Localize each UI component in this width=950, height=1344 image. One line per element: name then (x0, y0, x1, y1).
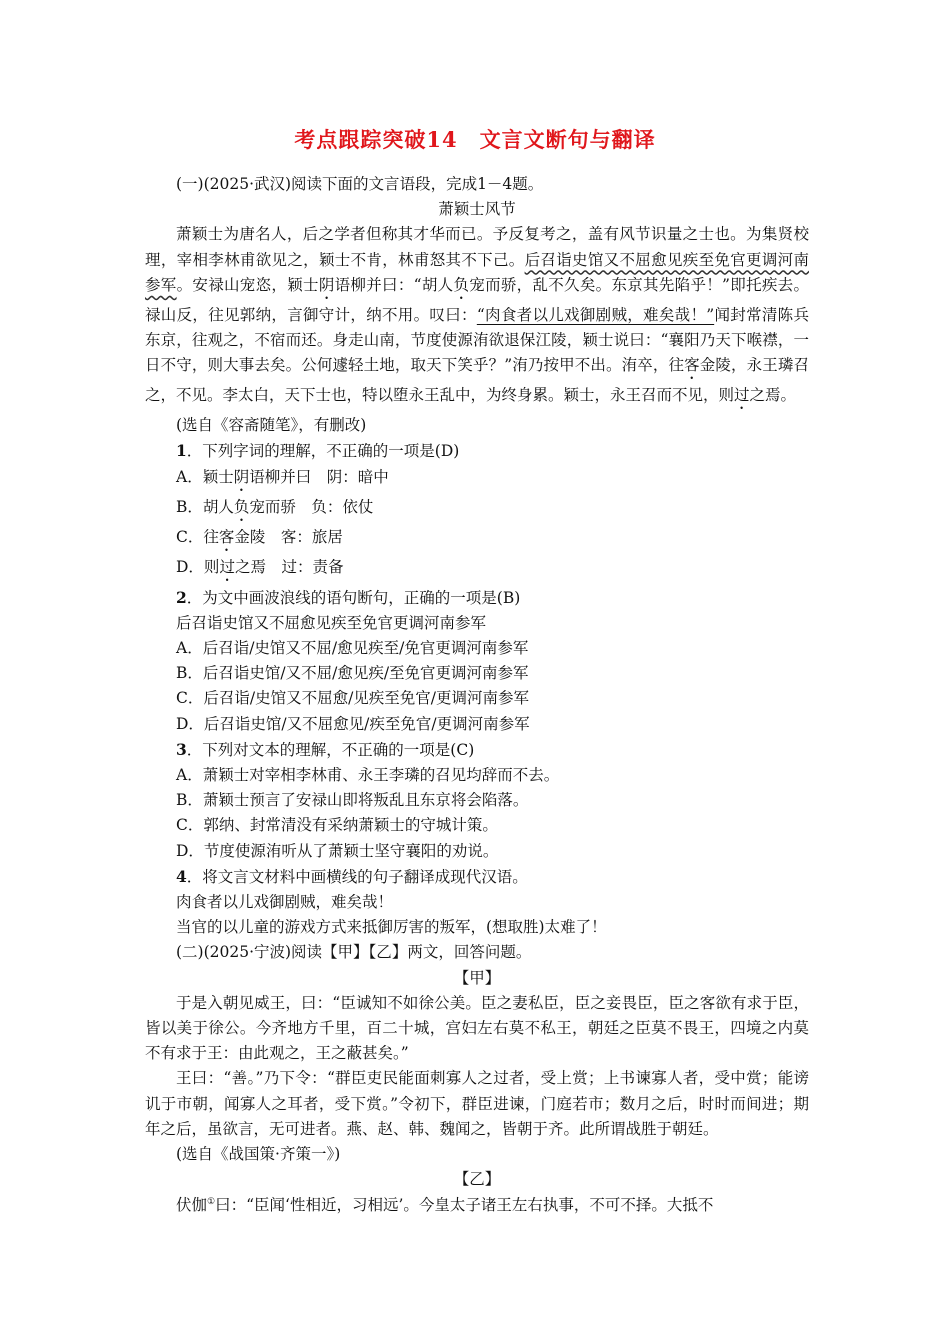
question-1 (145, 438, 809, 464)
dotted-word: 过 (219, 557, 235, 576)
document-body (145, 172, 809, 1218)
passage-text: 宠而骄，乱不久矣。东京其先陷乎！”即托疾去。禄山反，往见郭纳，言御守计，纳不用。叹曰： (145, 275, 809, 324)
option-text: 金陵 客：旅居 (234, 527, 343, 546)
jia-heading: 【甲】 (453, 968, 501, 987)
dotted-word: 阴 (233, 467, 250, 486)
passage-text: 。安禄山宠恣，颖士 (176, 275, 319, 294)
wavy-underlined-sentence: 后召诣史馆又不屈愈见疾至免官更调河南参军 (145, 250, 809, 294)
option-text: A．颖士 (176, 467, 234, 486)
yi-paragraph-1 (145, 1193, 809, 1218)
option-a (145, 465, 809, 495)
passage-text: 之焉。 (749, 386, 797, 405)
question-number: 4 (176, 866, 187, 886)
dotted-word-ke: 客 (684, 356, 700, 375)
question-text: ．将文言文材料中画横线的句子翻译成现代汉语。 (186, 867, 528, 886)
yi-text: 曰：“臣闻‘性相近，习相远’。今皇太子诸王左右执事，不可不择。大抵不 (215, 1195, 714, 1214)
question-sentence: 肉食者以儿戏御剧贼，难矣哉！ (176, 893, 394, 912)
option-b (145, 495, 809, 525)
option-d: D．节度使源洧听从了萧颖士坚守襄阳的劝说。 (176, 841, 499, 860)
dotted-word: 客 (218, 527, 235, 546)
section-1-intro: (一)(2025·武汉)阅读下面的文言语段，完成1－4题。 (176, 175, 544, 193)
passage-paragraph (145, 222, 809, 413)
option-d: D．后召诣史馆/又不屈愈见/疾至免官/更调河南参军 (176, 714, 530, 733)
option-text: 语柳并曰 阴：暗中 (249, 467, 389, 486)
passage-title: 萧颖士风节 (438, 200, 516, 219)
passage-text: 语柳并曰：“胡人 (334, 275, 454, 294)
dotted-word-yin: 阴 (318, 275, 335, 294)
question-4 (145, 864, 809, 890)
question-text: ．为文中画波浪线的语句断句，正确的一项是(B) (186, 588, 521, 607)
question-3 (145, 737, 809, 763)
dotted-word: 负 (233, 497, 250, 516)
question-2 (145, 585, 809, 611)
passage-text: 萧颖士为唐名人，后之学者但称其才华而已。予反复考之，盖有风节识量之士也。为集贤校理，宰相李林甫欲见之，颖士不肯，林甫怒其不下己。 (145, 225, 809, 269)
option-text: C．往 (176, 527, 219, 546)
answer-text: 当官的以儿童的游戏方式来抵御厉害的叛军，(想取胜)太难了！ (176, 918, 607, 937)
question-sentence: 后召诣史馆又不屈愈见疾至免官更调河南参军 (176, 613, 487, 632)
option-text: 之焉 过：责备 (234, 557, 344, 576)
footnote-marker: ① (207, 1196, 216, 1207)
option-b: B．萧颖士预言了安禄山即将叛乱且东京将会陷落。 (176, 791, 529, 810)
option-a: A．萧颖士对宰相李林甫、永王李璘的召见均辞而不去。 (176, 766, 560, 785)
question-number: 1 (176, 441, 187, 461)
passage-source: (选自《容斋随笔》，有删改) (176, 416, 367, 435)
jia-paragraph-1: 于是入朝见威王，曰：“臣诚知不如徐公美。臣之妻私臣，臣之妾畏臣，臣之客欲有求于臣，皆以美于徐公。今齐地方千里，百二十城，宫妇左右莫不私王，朝廷之臣莫不畏王，四境之内莫不有求于王：由此观之，王之蔽甚矣。” (145, 993, 809, 1063)
jia-paragraph-2: 王曰：“善。”乃下令：“群臣吏民能面刺寡人之过者，受上赏；上书谏寡人者，受中赏；能谤讥于市朝，闻寡人之耳者，受下赏。”令初下，群臣进谏，门庭若市；数月之后，时时而间进；期年之后，虽欲言，无可进者。燕、赵、韩、魏闻之，皆朝于齐。此所谓战胜于朝廷。 (145, 1069, 809, 1138)
option-a: A．后召诣/史馆又不屈/愈见疾至/免官更调河南参军 (176, 639, 529, 658)
option-c: C．后召诣/史馆又不屈愈/见疾至免官/更调河南参军 (176, 689, 530, 708)
passage-text: 金陵，永王璘召之，不见。李太白，天下士也，特以堕永王乱中，为终身累。颖士，永王召而不见，则 (145, 356, 809, 405)
question-text: ．下列字词的理解，不正确的一项是(D) (186, 442, 460, 461)
option-text: B．胡人 (176, 497, 234, 516)
question-number: 2 (176, 587, 187, 607)
option-c (145, 525, 809, 555)
yi-heading: 【乙】 (453, 1170, 501, 1189)
question-number: 3 (176, 739, 187, 759)
jia-source: (选自《战国策·齐策一》) (176, 1145, 341, 1164)
section-2-intro: (二)(2025·宁波)阅读【甲】【乙】两文，回答问题。 (176, 943, 532, 962)
option-b: B．后召诣史馆/又不屈/愈见疾/至免官更调河南参军 (176, 664, 529, 683)
option-c: C．郭纳、封常清没有采纳萧颖士的守城计策。 (176, 816, 498, 835)
option-d (145, 555, 809, 585)
passage-text: 闻封常清陈兵东京，往观之，不宿而还。身走山南，节度使源洧欲退保江陵，颖士说曰：“襄阳乃天下喉襟，一日不守，则大事去矣。公何遽轻土地，取天下笑乎？”洧乃按甲不出。洧卒，往 (145, 305, 809, 375)
dotted-word-fu: 负 (453, 275, 470, 294)
option-text: 宠而骄 负：依仗 (249, 497, 374, 516)
question-text: ．下列对文本的理解，不正确的一项是(C) (186, 740, 475, 759)
yi-text: 伏伽 (176, 1195, 208, 1214)
option-text: D．则 (176, 557, 220, 576)
page-title: 考点跟踪突破14 文言文断句与翻译 (294, 127, 656, 152)
dotted-word-guo: 过 (734, 386, 750, 405)
underlined-sentence: “肉食者以儿戏御剧贼，难矣哉！” (476, 305, 715, 324)
